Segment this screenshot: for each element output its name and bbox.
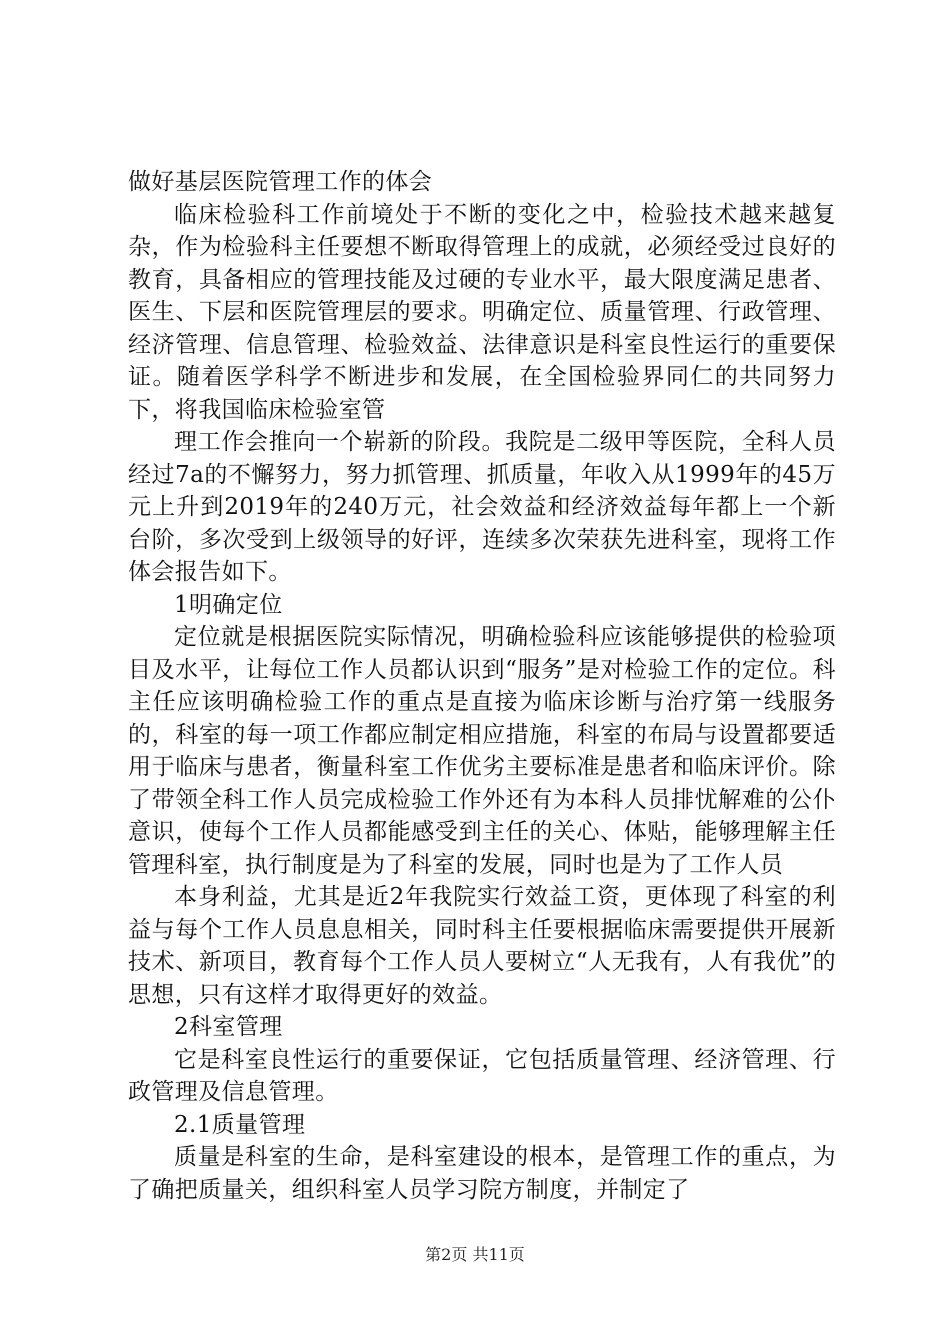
subsection-heading: 2.1质量管理 <box>174 1111 306 1138</box>
section-heading: 2科室管理 <box>174 1014 283 1040</box>
paragraph: 定位就是根据医院实际情况，明确检验科应该能够提供的检验项目及水平，让每位工作人员都认识到“服务”是对检验工作的定位。科主任应该明确检验工作的重点是直接为临床诊断与治疗第一线服务的，科室的每一项工作都应制定相应措施，科室的布局与设置都要适用于临床与患者，衡量科室工作优劣主要标准是患者和临床评价。除了带领全科工作人员完成检验工作外还有为本科人员排忧解难的公仆意识，使每个工作人员都能感受到主任的关心、体贴，能够理解主任管理科室，执行制度是为了科室的发展，同时也是为了工作人员 <box>128 624 836 878</box>
page-number-footer: 第2页 共11页 <box>425 1245 525 1264</box>
paragraph: 质量是科室的生命，是科室建设的根本，是管理工作的重点，为了确把质量关，组织科室人员学习院方制度，并制定了 <box>128 1144 836 1203</box>
paragraph: 临床检验科工作前境处于不断的变化之中，检验技术越来越复杂，作为检验科主任要想不断取得管理上的成就，必须经受过良好的教育，具备相应的管理技能及过硬的专业水平，最大限度满足患者、医生、下层和医院管理层的要求。明确定位、质量管理、行政管理、经济管理、信息管理、检验效益、法律意识是科室良性运行的重要保证。随着医学科学不断进步和发展，在全国检验界同仁的共同努力下，将我国临床检验室管 <box>128 201 836 423</box>
section-heading: 1明确定位 <box>174 591 283 618</box>
document-body <box>128 166 836 1206</box>
paragraph: 理工作会推向一个崭新的阶段。我院是二级甲等医院，全科人员经过7a的不懈努力，努力抓管理、抓质量，年收入从1999年的45万元上升到2019年的240万元，社会效益和经济效益每年都上一个新台阶，多次受到上级领导的好评，连续多次荣获先进科室，现将工作体会报告如下。 <box>128 429 836 585</box>
paragraph: 它是科室良性运行的重要保证，它包括质量管理、经济管理、行政管理及信息管理。 <box>128 1046 836 1105</box>
document-title: 做好基层医院管理工作的体会 <box>128 169 433 195</box>
paragraph: 本身利益，尤其是近2年我院实行效益工资，更体现了科室的利益与每个工作人员息息相关，同时科主任要根据临床需要提供开展新技术、新项目，教育每个工作人员人要树立“人无我有，人有我优”的思想，只有这样才取得更好的效益。 <box>128 884 836 1008</box>
